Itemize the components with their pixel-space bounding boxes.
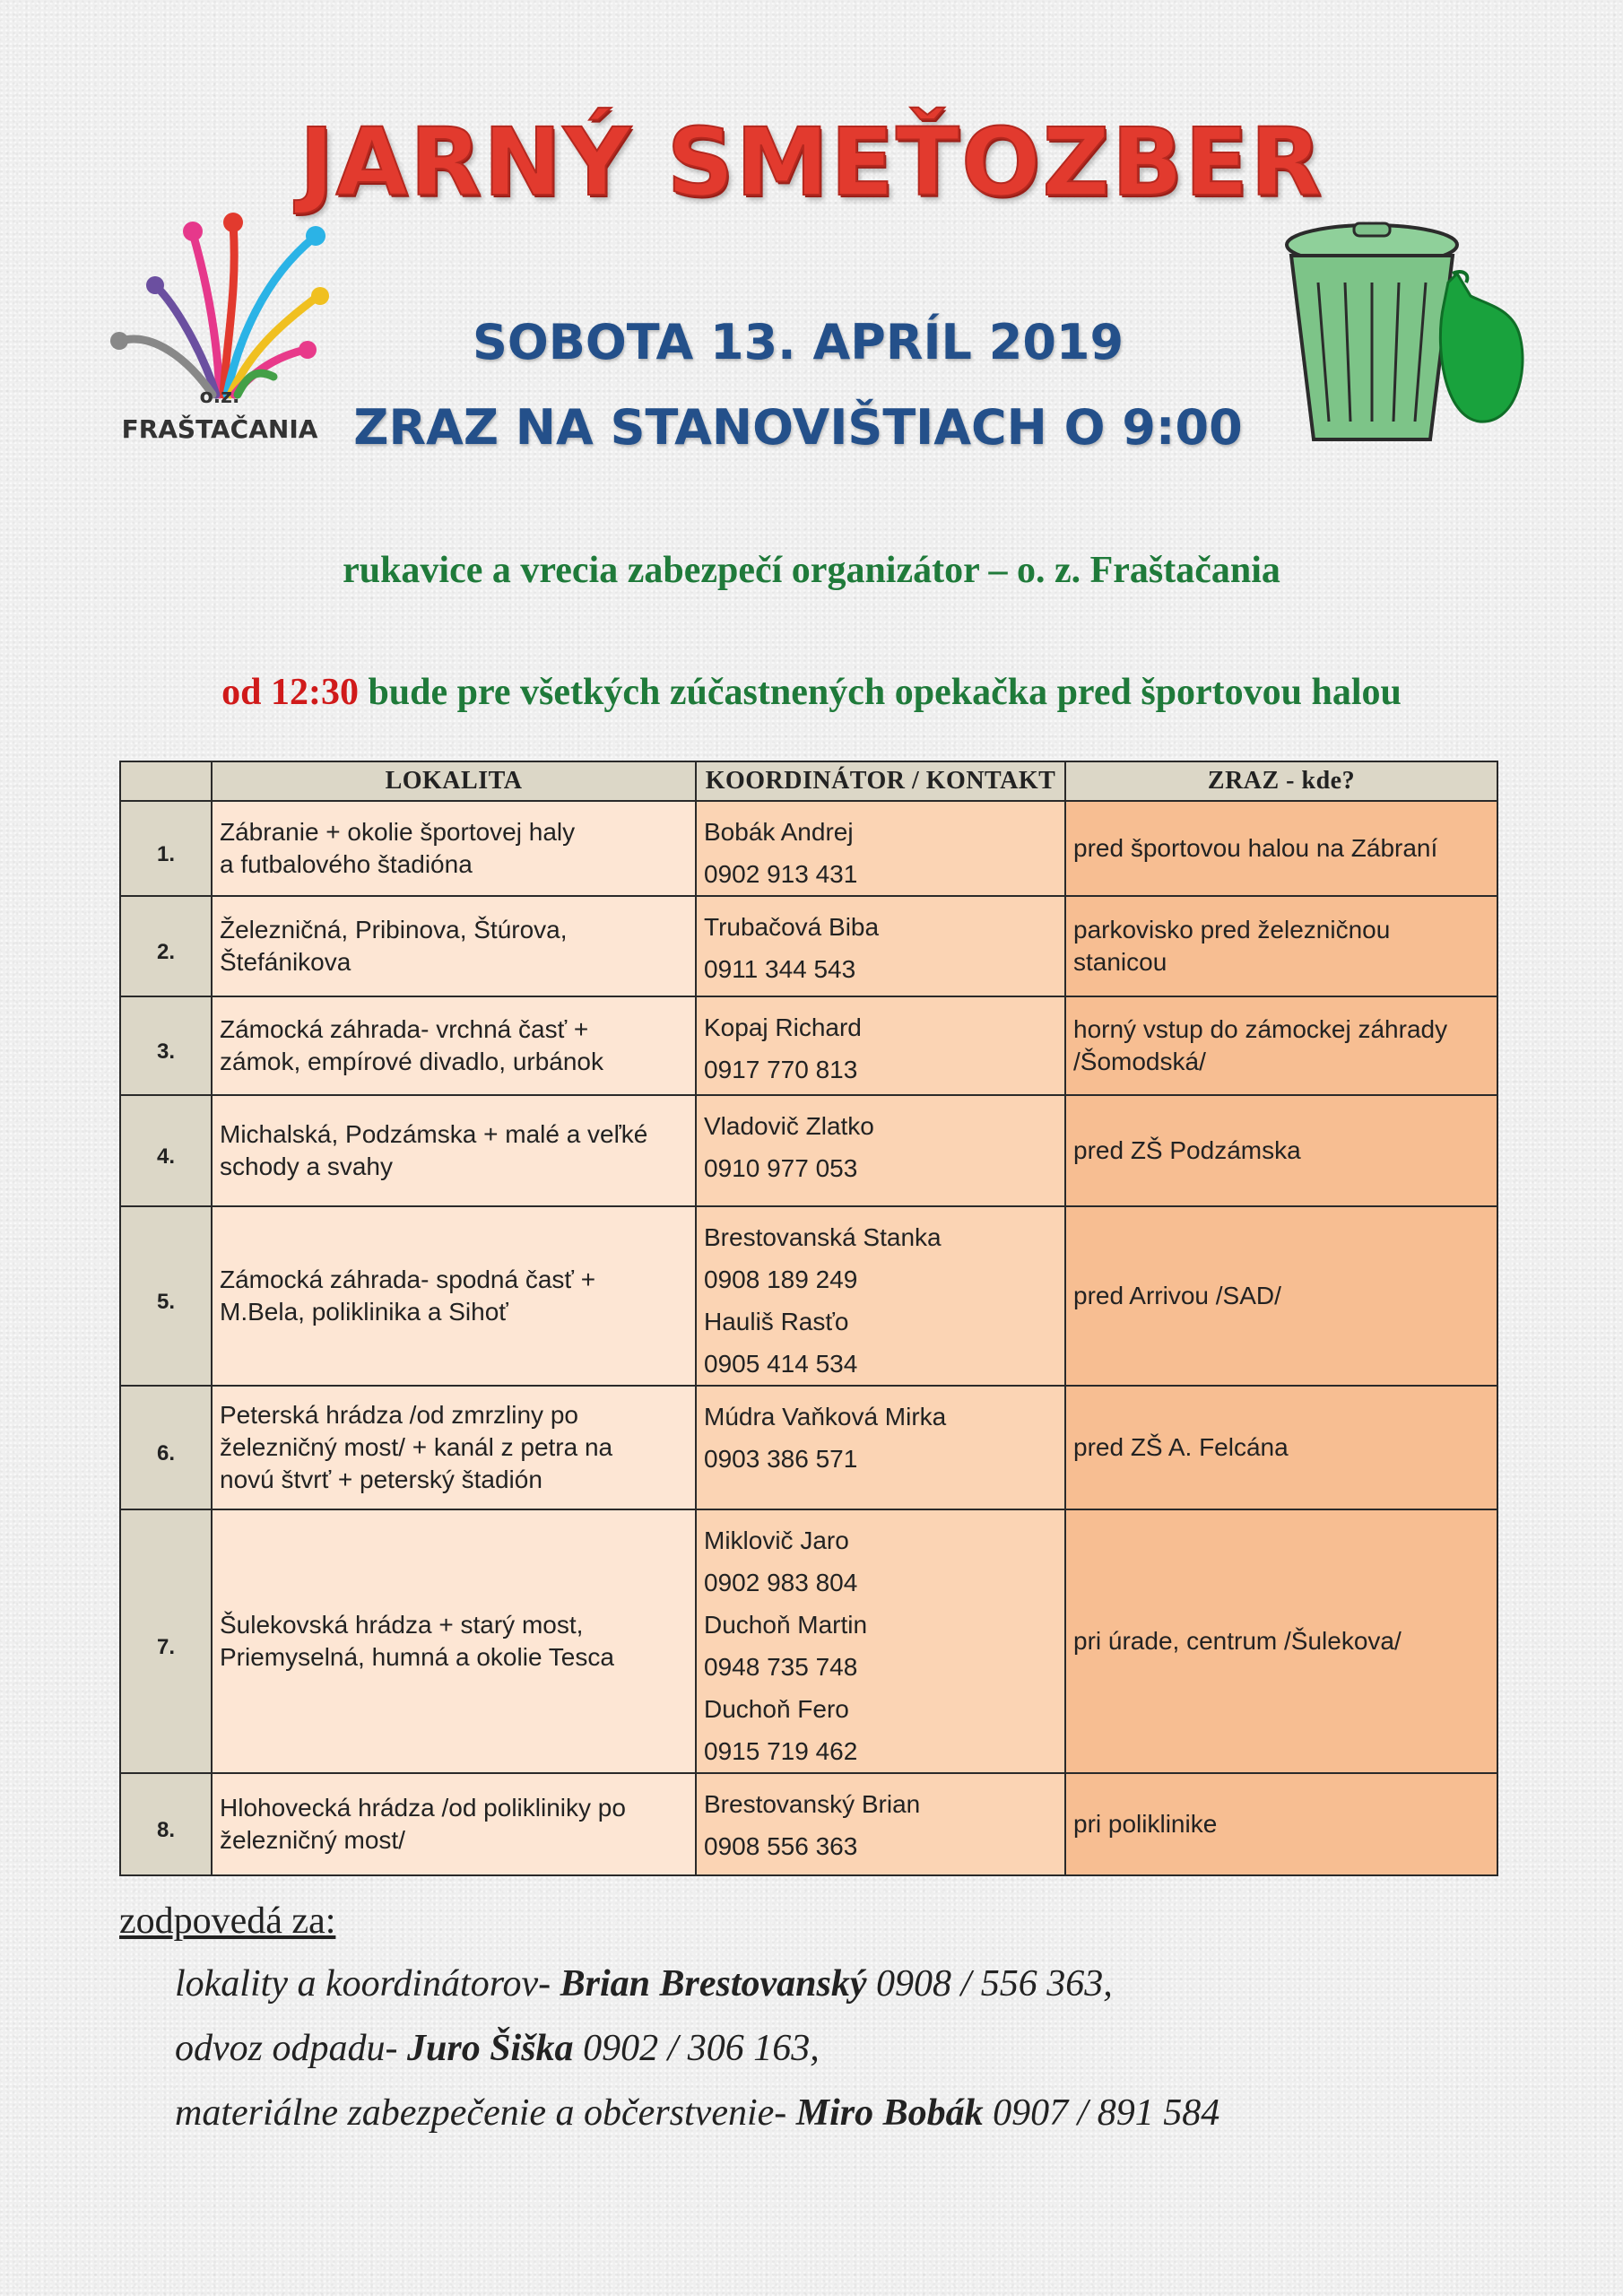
- row-number: 8.: [120, 1773, 212, 1875]
- gloves-note: rukavice a vrecia zabezpečí organizátor – o. z. Fraštačania: [343, 550, 1280, 591]
- meeting-point-cell: [1065, 996, 1497, 1095]
- row-number: 3.: [120, 996, 212, 1095]
- location-cell-line: Zámocká záhrada- vrchná časť +: [220, 1015, 589, 1043]
- coordinator-cell: [696, 1509, 1065, 1773]
- page-title: JARNÝ SMEŤOZBER: [299, 108, 1324, 217]
- location-cell-line: Štefánikova: [220, 948, 352, 976]
- meeting-point-cell-line: pri poliklinike: [1073, 1810, 1218, 1838]
- location-cell-line: Zámocká záhrada- spodná časť +: [220, 1265, 596, 1293]
- responsible-item: [175, 2027, 820, 2070]
- coordinator-cell-line: 0948 735 748: [704, 1653, 858, 1681]
- row-number: 6.: [120, 1386, 212, 1509]
- responsible-task: materiálne zabezpečenie a občerstvenie-: [175, 2092, 787, 2134]
- location-cell: [212, 896, 696, 996]
- meeting-point-cell-line: stanicou: [1073, 948, 1167, 976]
- meeting-point-cell-line: horný vstup do zámockej záhrady: [1073, 1015, 1448, 1043]
- location-cell-line: M.Bela, poliklinika a Sihoť: [220, 1298, 508, 1326]
- location-cell-line: novú štvrť + peterský štadión: [220, 1465, 542, 1493]
- location-cell-line: Železničná, Pribinova, Štúrova,: [220, 916, 568, 944]
- logo-oz-label: o.z.: [199, 386, 240, 408]
- coordinator-cell-line: Miklovič Jaro: [704, 1526, 849, 1554]
- coordinator-cell-line: 0902 983 804: [704, 1569, 858, 1596]
- location-cell: [212, 801, 696, 896]
- row-number: 4.: [120, 1095, 212, 1206]
- table-row: [120, 896, 1497, 996]
- grill-note: [0, 671, 1623, 714]
- responsible-task: odvoz odpadu-: [175, 2028, 398, 2069]
- coordinator-cell-line: Vladovič Zlatko: [704, 1112, 874, 1140]
- responsible-title: zodpovedá za:: [119, 1900, 336, 1942]
- coordinator-cell-line: 0902 913 431: [704, 860, 858, 888]
- coordinator-cell-line: Brestovanský Brian: [704, 1790, 921, 1818]
- coordinator-cell-line: 0917 770 813: [704, 1056, 858, 1083]
- responsible-phone: 0902 / 306 163,: [583, 2028, 820, 2069]
- logo-name-label: FRAŠTAČANIA: [121, 414, 318, 444]
- location-cell-line: Peterská hrádza /od zmrzliny po: [220, 1401, 578, 1429]
- schedule-table: [119, 761, 1498, 1876]
- responsible-item: [175, 2092, 1219, 2135]
- meeting-point-cell-line: parkovisko pred železničnou: [1073, 916, 1391, 944]
- grill-time: od 12:30: [221, 672, 359, 713]
- header-location: LOKALITA: [212, 761, 696, 801]
- row-number: 2.: [120, 896, 212, 996]
- coordinator-cell: [696, 1206, 1065, 1386]
- coordinator-cell-line: Hauliš Rasťo: [704, 1308, 849, 1335]
- coordinator-cell-line: 0910 977 053: [704, 1154, 858, 1182]
- meeting-point-cell-line: pred športovou halou na Zábraní: [1073, 834, 1438, 862]
- location-cell: [212, 1773, 696, 1875]
- responsible-person: Juro Šiška: [406, 2028, 574, 2069]
- row-number: 7.: [120, 1509, 212, 1773]
- responsible-phone: 0907 / 891 584: [993, 2092, 1220, 2134]
- coordinator-cell-line: Duchoň Fero: [704, 1695, 849, 1723]
- location-cell: [212, 1386, 696, 1509]
- coordinator-cell-line: 0911 344 543: [704, 955, 856, 983]
- coordinator-cell-line: Duchoň Martin: [704, 1611, 868, 1639]
- coordinator-cell: [696, 801, 1065, 896]
- location-cell: [212, 996, 696, 1095]
- coordinator-cell-line: 0905 414 534: [704, 1350, 858, 1378]
- table-header-row: [120, 761, 1497, 801]
- table-row: [120, 1509, 1497, 1773]
- responsible-item: [175, 1962, 1113, 2005]
- coordinator-cell: [696, 1773, 1065, 1875]
- meeting-point-cell: [1065, 1773, 1497, 1875]
- coordinator-cell-line: 0908 556 363: [704, 1832, 858, 1860]
- coordinator-cell: [696, 1095, 1065, 1206]
- coordinator-cell-line: Múdra Vaňková Mirka: [704, 1403, 947, 1431]
- coordinator-cell-line: 0908 189 249: [704, 1265, 858, 1293]
- header-num: [120, 761, 212, 801]
- table-row: [120, 1095, 1497, 1206]
- meeting-point-cell: [1065, 801, 1497, 896]
- coordinator-cell-line: Brestovanská Stanka: [704, 1223, 942, 1251]
- row-number: 5.: [120, 1206, 212, 1386]
- location-cell-line: Michalská, Podzámska + malé a veľké: [220, 1120, 648, 1148]
- responsible-person: Brian Brestovanský: [560, 1963, 867, 2005]
- location-cell-line: Šulekovská hrádza + starý most,: [220, 1611, 584, 1639]
- responsible-person: Miro Bobák: [795, 2092, 984, 2134]
- meeting-point-cell-line: pred Arrivou /SAD/: [1073, 1282, 1281, 1309]
- meeting-point-cell-line: /Šomodská/: [1073, 1048, 1206, 1075]
- meeting-time: ZRAZ NA STANOVIŠTIACH O 9:00: [353, 399, 1243, 456]
- table-row: [120, 1206, 1497, 1386]
- location-cell-line: Hlohovecká hrádza /od polikliniky po: [220, 1794, 626, 1822]
- meeting-point-cell: [1065, 1206, 1497, 1386]
- meeting-point-cell: [1065, 1386, 1497, 1509]
- coordinator-cell: [696, 896, 1065, 996]
- table-row: [120, 1386, 1497, 1509]
- meeting-point-cell-line: pred ZŠ A. Felcána: [1073, 1433, 1289, 1461]
- coordinator-cell-line: Bobák Andrej: [704, 818, 854, 846]
- meeting-point-cell-line: pri úrade, centrum /Šulekova/: [1073, 1627, 1402, 1655]
- location-cell-line: zámok, empírové divadlo, urbánok: [220, 1048, 603, 1075]
- location-cell: [212, 1206, 696, 1386]
- table-row: [120, 1773, 1497, 1875]
- location-cell-line: Zábranie + okolie športovej haly: [220, 818, 576, 846]
- coordinator-cell: [696, 1386, 1065, 1509]
- coordinator-cell-line: Trubačová Biba: [704, 913, 880, 941]
- grill-text: bude pre všetkých zúčastnených opekačka pred športovou halou: [368, 672, 1402, 713]
- responsible-phone: 0908 / 556 363,: [876, 1963, 1113, 2005]
- meeting-point-cell-line: pred ZŠ Podzámska: [1073, 1136, 1301, 1164]
- location-cell: [212, 1095, 696, 1206]
- table-row: [120, 801, 1497, 896]
- meeting-point-cell: [1065, 1509, 1497, 1773]
- location-cell-line: a futbalového štadióna: [220, 850, 473, 878]
- header-coordinator: KOORDINÁTOR / KONTAKT: [696, 761, 1065, 801]
- responsible-task: lokality a koordinátorov-: [175, 1963, 551, 2005]
- coordinator-cell-line: 0915 719 462: [704, 1737, 858, 1765]
- event-date: SOBOTA 13. APRÍL 2019: [472, 314, 1124, 370]
- location-cell-line: schody a svahy: [220, 1152, 393, 1180]
- coordinator-cell-line: Kopaj Richard: [704, 1013, 862, 1041]
- location-cell: [212, 1509, 696, 1773]
- table-row: [120, 996, 1497, 1095]
- location-cell-line: železničný most/ + kanál z petra na: [220, 1433, 613, 1461]
- coordinator-cell-line: 0903 386 571: [704, 1445, 858, 1473]
- coordinator-cell: [696, 996, 1065, 1095]
- meeting-point-cell: [1065, 1095, 1497, 1206]
- location-cell-line: Priemyselná, humná a okolie Tesca: [220, 1643, 614, 1671]
- location-cell-line: železničný most/: [220, 1826, 405, 1854]
- meeting-point-cell: [1065, 896, 1497, 996]
- row-number: 1.: [120, 801, 212, 896]
- header-meeting: ZRAZ - kde?: [1065, 761, 1497, 801]
